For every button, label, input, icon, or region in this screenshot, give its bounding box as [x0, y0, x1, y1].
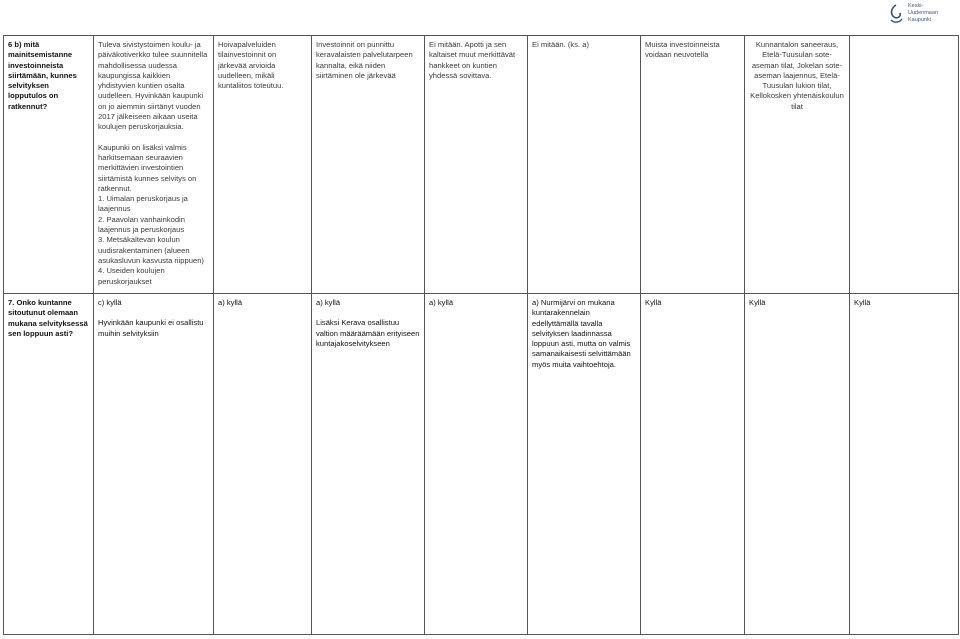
list-item: 1. Uimalan peruskorjaus ja laajennus — [98, 194, 188, 214]
answer-cell-5 — [528, 36, 641, 294]
answer-cell-4 — [425, 36, 528, 294]
answer-cell-1 — [94, 36, 214, 294]
question-text: 7. Onko kuntanne sitoutunut olemaan mukana selvityksessä sen loppuun asti? — [8, 298, 88, 338]
answer-cell-4 — [425, 294, 528, 635]
question-cell — [4, 294, 94, 635]
answer-text: Investoinnit on punnittu keravalaisten palvelutarpeen kannalta, eikä niiden siirtäminen ole järkevää — [316, 40, 413, 80]
answer-text: Lisäksi Kerava osallistuu valtion määräämään erityiseen kuntajakoselvitykseen — [316, 318, 420, 348]
table-row-7 — [4, 294, 959, 635]
answer-text: Tuleva sivistystoimen koulu- ja päiväkotiverkko tulee suunnitella mahdollisessa uudessa kaupungissa kaikkien yhdistyvien kuntien osalta uudelleen. Hyvinkään kaupunki on jo aiemmin siirtänyt vuoden 2017 jälkeiseen aikaan useita koulujen peruskorjauksia. — [98, 40, 208, 132]
answer-text: a) Nurmijärvi on mukana kuntarakennelain edellyttämällä tavalla selvityksen laadinnassa loppuun asti, mutta on valmis samanaikaisesti selvittämään myös muita vaihtoehtoja. — [532, 298, 631, 369]
answer-cell-8 — [850, 36, 959, 294]
answer-text: Hoivapalveluiden tilainvestoinnit on järkevää arvioida uudelleen, mikäli kuntaliitos toteutuu. — [218, 40, 284, 91]
answer-text: Ei mitään. (ks. a) — [532, 40, 589, 49]
logo-line: Uudenmaan — [908, 10, 938, 17]
question-cell — [4, 36, 94, 294]
answer-text: Ei mitään. Apotti ja sen kaltaiset muut merkittävät hankkeet on kuntien yhdessä sovittava. — [429, 40, 516, 80]
answer-cell-5 — [528, 294, 641, 635]
answer-cell-1 — [94, 294, 214, 635]
answer-cell-7 — [745, 294, 850, 635]
city-logo — [882, 2, 952, 30]
question-text: 6 b) mitä mainitsemistanne investoinneista siirtämään, kunnes selvityksen lopputulos on ratkennut? — [8, 40, 77, 111]
answer-cell-3 — [312, 294, 425, 635]
list-item: 2. Paavolan vanhainkodin laajennus ja peruskorjaus — [98, 214, 185, 235]
answer-cell-2 — [214, 36, 312, 294]
survey-table — [3, 35, 959, 635]
answer-cell-7 — [745, 36, 850, 294]
answer-text: Kyllä — [854, 298, 871, 307]
answer-cell-6 — [641, 36, 745, 294]
answer-text: Hyvinkään kaupunki ei osallistu muihin selvityksiin — [98, 318, 204, 338]
logo-line: Kaupunki — [908, 17, 931, 24]
answer-cell-3 — [312, 36, 425, 294]
answer-text: Kyllä — [749, 298, 766, 307]
answer-text: a) kyllä — [316, 298, 341, 307]
answer-text: Kaupunki on lisäksi valmis harkitsemaan seuraavien merkittävien investointien siirtämistä kunnes selvitys on ratkennut. — [98, 142, 197, 193]
answer-text: Kunnantalon saneeraus, Etelä-Tuusulan sote-aseman tilat, Jokelan sote-aseman laajennus, Etelä-Tuusulan lukion tilat, Kellokosken yhtenäiskoulun tilat — [750, 40, 844, 111]
list-item: 4. Useiden koulujen peruskorjaukset — [98, 266, 165, 286]
answer-text: Kyllä — [645, 298, 662, 307]
answer-text: a) kyllä — [218, 298, 243, 307]
answer-text: a) kyllä — [429, 298, 454, 307]
table-row-6b — [4, 36, 959, 294]
answer-cell-8 — [850, 294, 959, 635]
answer-cell-6 — [641, 294, 745, 635]
answer-text: Muista investoinneista voidaan neuvotella — [645, 40, 720, 60]
answer-cell-2 — [214, 294, 312, 635]
logo-line: Keski- — [908, 3, 924, 9]
logo-text — [908, 3, 938, 25]
list-item: 3. Metsäkaltevan koulun uudisrakentaminen (alueen asukasluvun kasvusta riippuen) — [98, 235, 204, 265]
swirl-logo-icon — [888, 4, 904, 26]
answer-text: c) kyllä — [98, 298, 122, 307]
